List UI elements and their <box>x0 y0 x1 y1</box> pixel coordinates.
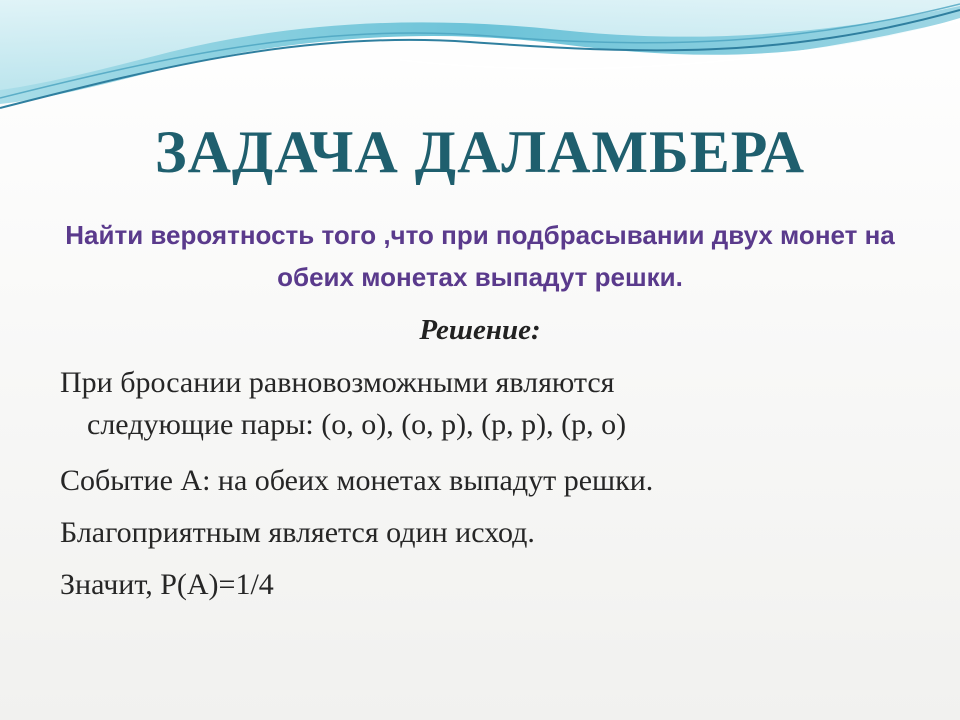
task-statement: Найти вероятность того ,что при подбрасывании двух монет на обеих монетах выпадут решки. <box>65 220 895 292</box>
solution-paragraph-4: Значит, Р(А)=1/4 <box>60 568 274 601</box>
solution-line-1a: При бросании равновозможными являются <box>60 366 615 399</box>
decorative-wave-header <box>0 0 960 120</box>
solution-paragraph-2: Событие А: на обеих монетах выпадут решки. <box>60 464 654 497</box>
slide-title: ЗАДАЧА ДАЛАМБЕРА <box>154 119 806 185</box>
solution-paragraph-1 <box>60 362 920 446</box>
solution-label: Решение: <box>419 314 541 346</box>
solution-line-1b: следующие пары: (о, о), (о, р), (р, р), (р, о) <box>87 408 627 441</box>
solution-paragraph-3: Благоприятным является один исход. <box>60 516 535 549</box>
